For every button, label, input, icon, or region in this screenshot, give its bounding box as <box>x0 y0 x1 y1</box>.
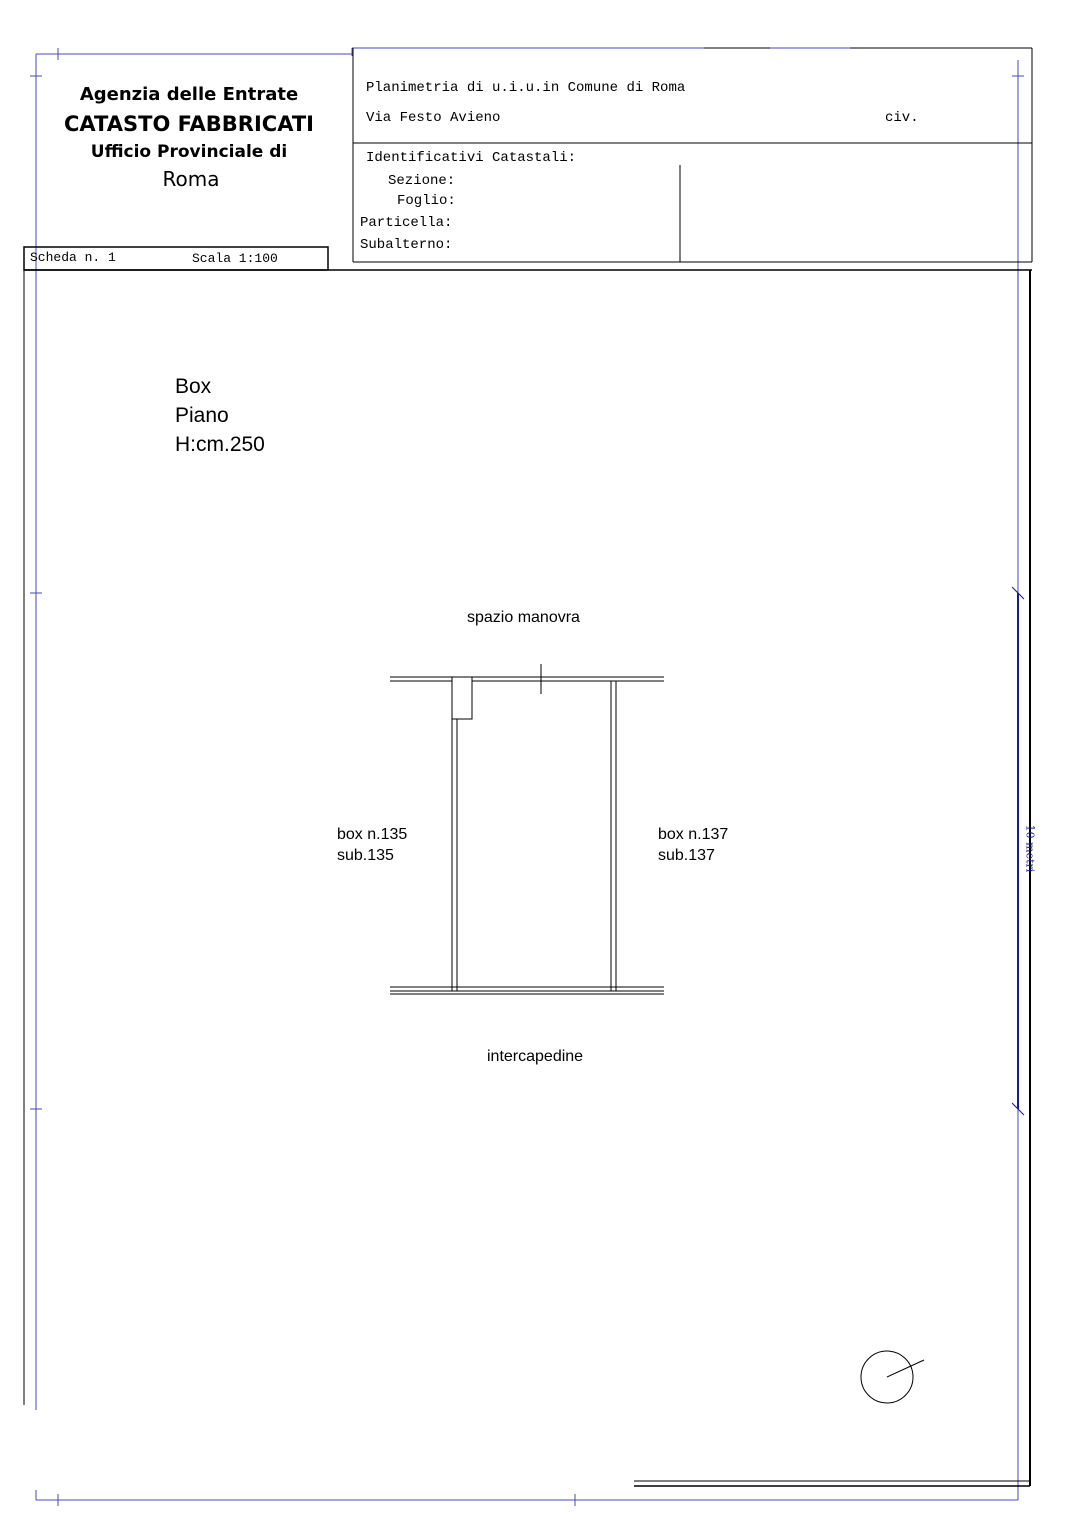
unit-height: H:cm.250 <box>175 433 265 456</box>
civic-number-label: civ. <box>885 110 919 126</box>
subalterno-label: Subalterno: <box>360 237 453 253</box>
label-right-box: box n.137 <box>658 826 729 843</box>
outer-frame <box>30 48 1024 1506</box>
floor-plan <box>390 664 664 994</box>
label-left-box: box n.135 <box>337 826 408 843</box>
label-left-sub: sub.135 <box>337 847 394 864</box>
catasto-title: CATASTO FABBRICATI <box>64 112 314 136</box>
north-arrow <box>861 1351 924 1403</box>
scale-bar <box>1012 587 1024 1115</box>
city-name: Roma <box>162 167 220 191</box>
identificativi-heading: Identificativi Catastali: <box>366 150 577 166</box>
address-street: Via Festo Avieno <box>366 110 501 126</box>
scala-label: Scala 1:100 <box>192 251 278 266</box>
scheda-label: Scheda n. 1 <box>30 250 116 265</box>
unit-floor: Piano <box>175 404 229 427</box>
scale-bar-label: 10 metri <box>1023 824 1037 873</box>
foglio-label: Foglio: <box>397 193 456 209</box>
label-intercapedine: intercapedine <box>487 1048 584 1065</box>
ufficio-label: Ufficio Provinciale di <box>90 142 288 162</box>
planimetria-title: Planimetria di u.i.u.in Comune di Roma <box>366 80 686 96</box>
particella-label: Particella: <box>360 215 453 231</box>
sezione-label: Sezione: <box>388 173 456 189</box>
unit-type: Box <box>175 375 212 398</box>
label-right-sub: sub.137 <box>658 847 715 864</box>
label-spazio-manovra: spazio manovra <box>467 609 580 626</box>
agency-title: Agenzia delle Entrate <box>79 84 299 105</box>
